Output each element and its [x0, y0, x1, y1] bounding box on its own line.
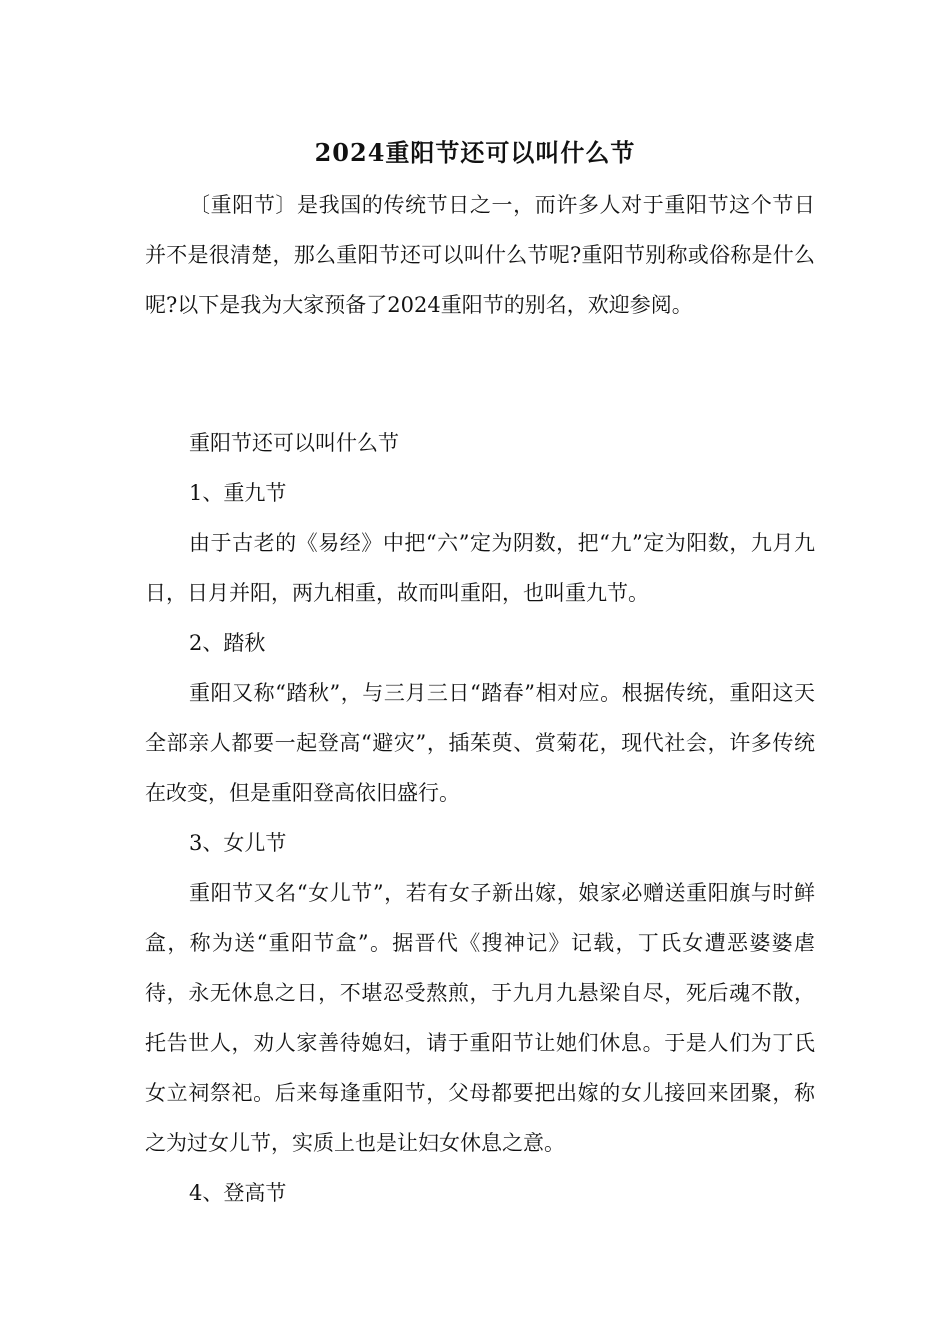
item-paragraph: 重阳节又名“女儿节”，若有女子新出嫁，娘家必赠送重阳旗与时鲜盒，称为送“重阳节盒”。据晋代《搜神记》记载，丁氏女遭恶婆婆虐待，永无休息之日，不堪忍受熬煎，于九月九悬梁自尽，死后魂不散，托告世人，劝人家善待媳妇，请于重阳节让她们休息。于是人们为丁氏女立祠祭祀。后来每逢重阳节，父母都要把出嫁的女儿接回来团聚，称之为过女儿节，实质上也是让妇女休息之意。 — [145, 881, 815, 1155]
item-heading: 2、踏秋 — [189, 631, 266, 655]
item-heading: 3、女儿节 — [189, 831, 287, 855]
section-heading: 重阳节还可以叫什么节 — [189, 431, 399, 455]
item-heading: 1、重九节 — [189, 481, 287, 505]
spacer — [145, 330, 815, 418]
item-paragraph: 由于古老的《易经》中把“六”定为阴数，把“九”定为阳数，九月九日，日月并阳，两九相重，故而叫重阳，也叫重九节。 — [145, 531, 815, 605]
document-body — [145, 180, 815, 1218]
item-heading: 4、登高节 — [189, 1181, 287, 1205]
item-paragraph: 重阳又称“踏秋”，与三月三日“踏春”相对应。根据传统，重阳这天全部亲人都要一起登高“避灾”，插茱萸、赏菊花，现代社会，许多传统在改变，但是重阳登高依旧盛行。 — [145, 681, 815, 805]
document-title: 2024重阳节还可以叫什么节 — [314, 138, 636, 167]
intro-paragraph: 〔重阳节〕是我国的传统节日之一，而许多人对于重阳节这个节日并不是很清楚，那么重阳节还可以叫什么节呢?重阳节别称或俗称是什么呢?以下是我为大家预备了2024重阳节的别名，欢迎参阅。 — [145, 193, 815, 317]
